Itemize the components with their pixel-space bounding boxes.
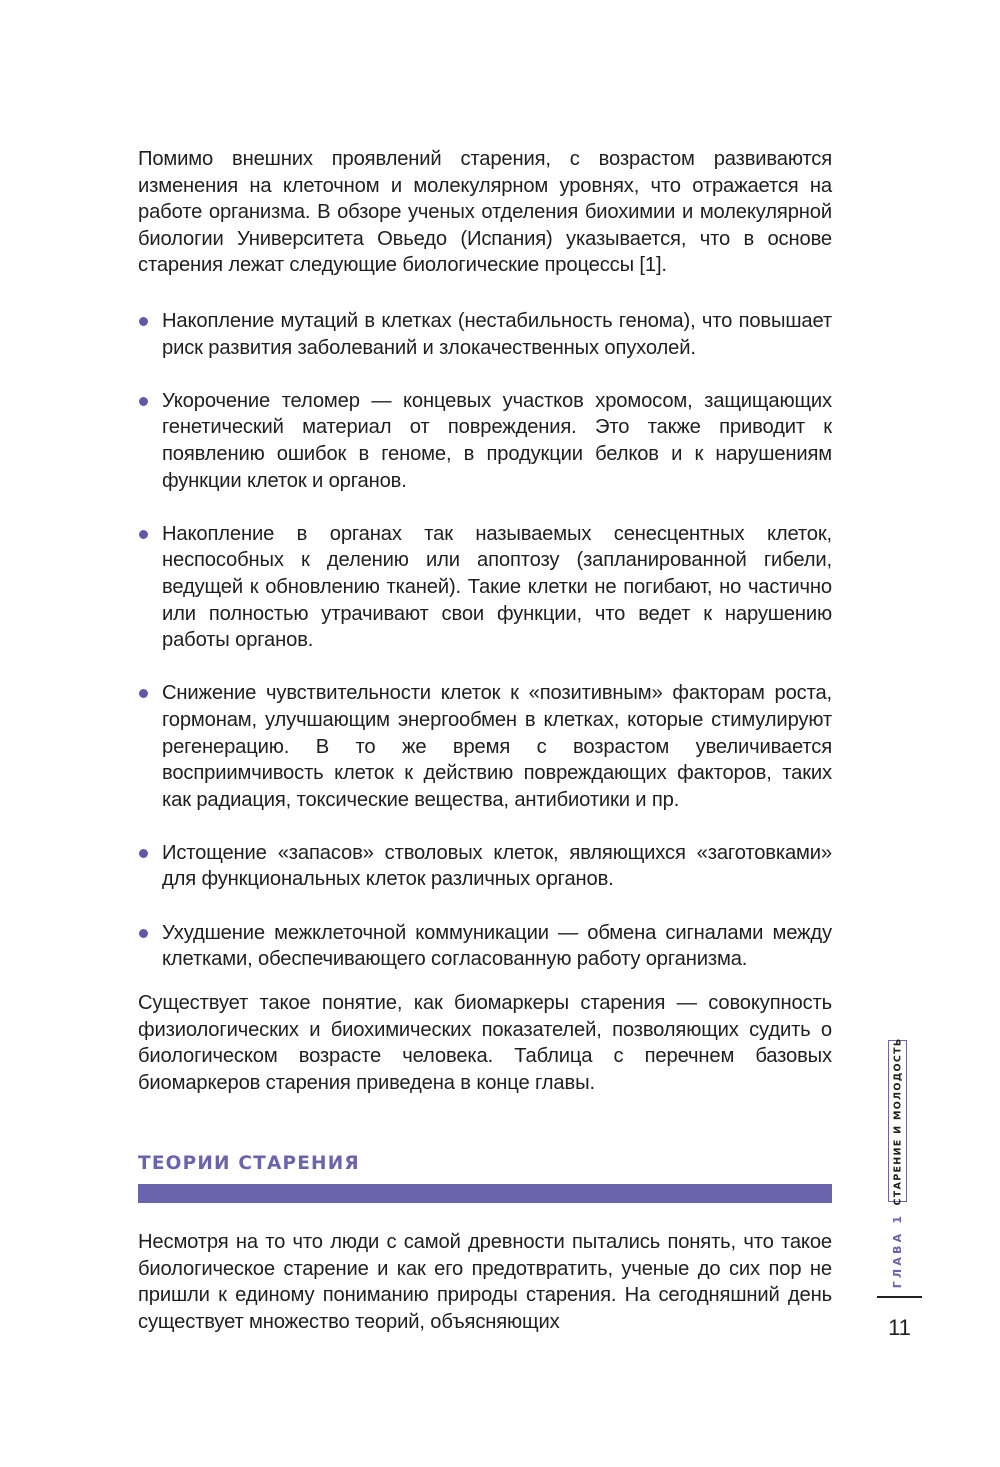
intro-paragraph-text: Помимо внешних проявлений старения, с возрастом развиваются изменения на клеточном и молекулярном уровнях, что отражается на работе организма. В обзоре ученых отделения биохимии и молекулярной биологии Университета Овьедо (Испания) указывается, что в основе старения лежат следующие биологические процессы [1].	[138, 148, 832, 277]
intro-paragraph	[138, 146, 832, 279]
list-item	[138, 840, 832, 893]
list-item	[138, 521, 832, 654]
bullet-icon	[139, 849, 148, 858]
list-item	[138, 308, 832, 361]
bullet-icon	[139, 530, 148, 539]
theories-paragraph-text: Несмотря на то что люди с самой древности пытались понять, что такое биологическое старение и как его предотвратить, ученые до сих пор не пришли к единому пониманию природы старения. На сегодняшний день существует множество теорий, объясняющих	[138, 1231, 832, 1333]
list-item-text: Ухудшение межклеточной коммуникации — обмена сигналами между клетками, обеспечивающего согласованную работу организма.	[162, 921, 832, 971]
list-item-text: Снижение чувствительности клеток к «позитивным» факторам роста, гормонам, улучшающим энергообмен в клетках, которые стимулируют регенерацию. В то же время с возрастом увеличивается восприимчивость клеток к действию повреждающих факторов, таких как радиация, токсические вещества, антибиотики и пр.	[162, 682, 832, 811]
page-number-divider	[877, 1296, 922, 1298]
bullet-icon	[139, 929, 148, 938]
page-number: 11	[888, 1315, 911, 1340]
chapter-text: ГЛАВА 1	[891, 1212, 905, 1288]
section-heading: ТЕОРИИ СТАРЕНИЯ	[138, 1153, 360, 1174]
biomarkers-paragraph	[138, 990, 832, 1096]
bullet-icon	[139, 397, 148, 406]
bullet-icon	[139, 689, 148, 698]
section-heading-bar	[138, 1184, 832, 1203]
list-item-text: Накопление мутаций в клетках (нестабильность генома), что повышает риск развития заболеваний и злокачественных опухолей.	[162, 310, 832, 359]
theories-paragraph	[138, 1229, 832, 1335]
list-item-text: Накопление в органах так называемых сенесцентных клеток, неспособных к делению или апоптозу (запланированной гибели, ведущей к обновлению тканей). Такие клетки не погибают, но частично или полностью утрачивают свои функции, что ведет к нарушению работы органов.	[162, 522, 832, 652]
running-head-book-title	[888, 1037, 907, 1205]
list-item	[138, 920, 832, 973]
list-item	[138, 680, 832, 813]
list-item	[138, 388, 832, 494]
list-item-text: Истощение «запасов» стволовых клеток, являющихся «заготовками» для функциональных клеток различных органов.	[162, 841, 832, 891]
book-title-text: СТАРЕНИЕ И МОЛОДОСТЬ	[892, 1037, 904, 1205]
aging-processes-list	[138, 308, 832, 999]
biomarkers-paragraph-text: Существует такое понятие, как биомаркеры старения — совокупность физиологических и биохимических показателей, позволяющих судить о биологическом возрасте человека. Таблица с перечнем базовых биомаркеров старения приведена в конце главы.	[138, 992, 832, 1094]
bullet-icon	[139, 317, 148, 326]
list-item-text: Укорочение теломер — концевых участков хромосом, защищающих генетический материал от повреждения. Это также приводит к появлению ошибок в геноме, в продукции белков и к нарушениям функции клеток и органов.	[162, 389, 832, 492]
running-head-chapter	[888, 1213, 907, 1287]
